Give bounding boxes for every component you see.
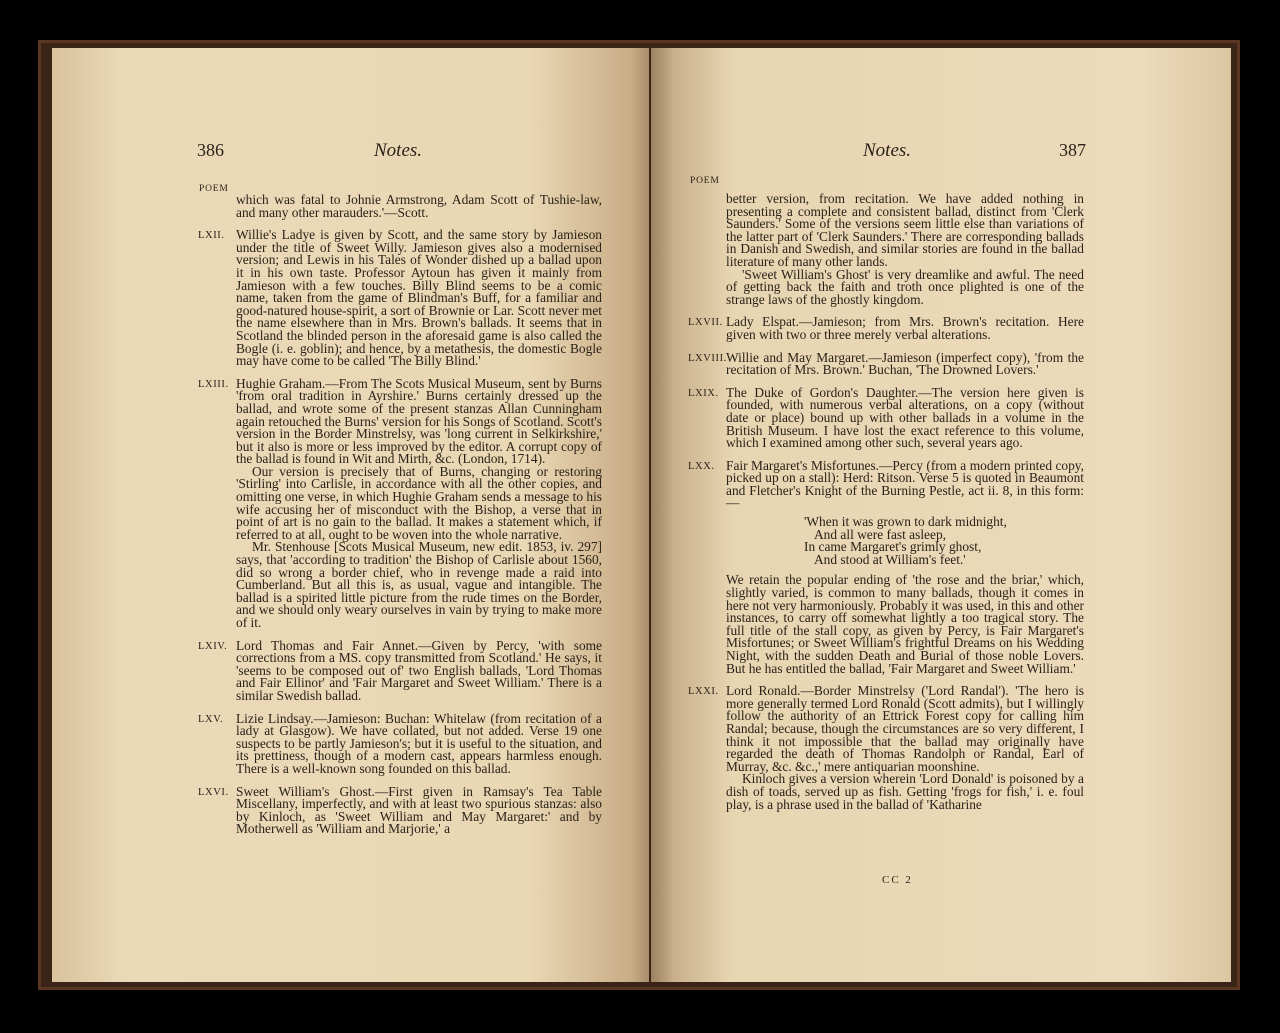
page-number: 387 xyxy=(1059,140,1086,160)
open-book xyxy=(38,40,1240,990)
note-entry xyxy=(198,375,602,630)
note-paragraph: 'Sweet William's Ghost' is very dreamlike and awful. The need of getting back the faith and troth once plighted is one of the strange laws of the ghostly kingdom. xyxy=(726,266,1084,307)
note-paragraph: Lady Elspat.—Jamieson; from Mrs. Brown's recitation. Here given with two or three merely verbal alterations. xyxy=(726,314,1084,342)
entry-number: LXIII. xyxy=(198,378,229,390)
note-paragraph: Kinloch gives a version wherein 'Lord Donald' is poisoned by a dish of toads, served up as fish. Getting 'frogs for fish,' i. e. foul play, is a phrase used in the ballad of 'Katharine xyxy=(726,771,1084,812)
note-paragraph: Lord Thomas and Fair Annet.—Given by Percy, 'with some corrections from a MS. copy transmitted from Scotland.' He says, it 'seems to be composed out of' two English ballads, 'Lord Thomas and Fair Ellinor' and 'Fair Margaret and Sweet William.' There is a similar Swedish ballad. xyxy=(236,637,602,703)
note-entry xyxy=(688,349,1084,378)
left-page xyxy=(52,48,649,982)
note-entry xyxy=(688,683,1084,812)
entry-number: LXIV. xyxy=(198,640,228,652)
note-paragraph: Lizie Lindsay.—Jamieson: Buchan: Whitelaw (from recitation of a lady at Glasgow). We have collated, but not added. Verse 19 one suspects to be partly Jamieson's; but it is useful to the situation, and its prettiness, though of a modern cast, appears harmless enough. There is a well-known song founded on this ballad. xyxy=(236,710,602,776)
page-number: 386 xyxy=(197,140,224,160)
left-text-column xyxy=(198,192,602,846)
signature-mark: CC 2 xyxy=(882,874,913,886)
note-paragraph: better version, from recitation. We have added nothing in presenting a complete and consistent ballad, distinct from 'Clerk Saunders.' Some of the versions seem little else than variations of the latter part of 'Clerk Saunders.' There are corresponding ballads in Danish and Swedish, and similar stories are found in the ballad literature of many other lands. xyxy=(726,191,1084,269)
note-paragraph: which was fatal to Johnie Armstrong, Adam Scott of Tushie-law, and many other marauders.'—Scott. xyxy=(236,192,602,220)
right-page xyxy=(651,48,1231,982)
note-paragraph: Lord Ronald.—Border Minstrelsy ('Lord Randal'). 'The hero is more generally termed Lord Ronald (Scott admits), but I willingly follow the authority of an Ettrick Forest copy for calling him Randal; because, though the circumstances are so very different, I think it not impossible that the ballad may originally have regarded the death of Thomas Randolph or Randal, Earl of Murray, &c. &c.,' mere antiquarian moonshine. xyxy=(726,683,1084,774)
note-entry xyxy=(198,637,602,703)
running-title: Notes. xyxy=(374,140,423,161)
note-paragraph: Willie's Ladye is given by Scott, and the same story by Jamieson under the title of Sweet Willy. Jamieson gives also a modernised version; and Lewis in his Tales of Wonder dished up a ballad upon it in his own taste. Professor Aytoun has given it mainly from Jamieson with a few touches. Billy Blind seems to be a comic name, taken from the game of Blindman's Buff, for a familiar and good-natured house-spirit, a sort of Brownie or Lar. Scott never met the name elsewhere than in Mrs. Brown's ballads. It seems that in Scotland the blinded person in the aforesaid game is also called the Bogle (i. e. goblin); and hence, by a metathesis, the domestic Bogle may have come to be called 'The Billy Blind.' xyxy=(236,227,602,369)
note-paragraph: Sweet William's Ghost.—First given in Ramsay's Tea Table Miscellany, imperfectly, and with at least two spurious stanzas: also by Kinloch, as 'Sweet William and May Margaret:' and by Motherwell as 'William and Marjorie,' a xyxy=(236,783,602,837)
note-paragraph: The Duke of Gordon's Daughter.—The version here given is founded, with numerous verbal alterations, on a copy (without date or place) bound up with other ballads in a volume in the British Museum. I have lost the exact reference to this volume, which I examined among other such, several years ago. xyxy=(726,384,1084,451)
running-title: Notes. xyxy=(863,140,912,161)
verse-line: And stood at William's feet.' xyxy=(814,551,966,567)
entry-number: LXVI. xyxy=(198,786,229,798)
verse-line: In came Margaret's grimly ghost, xyxy=(804,539,982,555)
note-entry xyxy=(688,314,1084,342)
note-paragraph: We retain the popular ending of 'the rose and the briar,' which, slightly varied, is common to many ballads, though it comes in here not very harmoniously. Probably it was used, in this and other instances, to carry off somewhat lightly a too tragical story. The full title of the stall copy, as given by Percy, is Fair Margaret's Misfortunes; or Sweet William's frightful Dreams on his Wedding Night, with the sudden Death and Burial of those noble Lovers. But he has entitled the ballad, 'Fair Margaret and Sweet William.' xyxy=(726,572,1085,676)
verse-line: 'When it was grown to dark midnight, xyxy=(804,514,1007,530)
quoted-verse xyxy=(804,516,1084,566)
poem-label: POEM xyxy=(690,176,720,186)
verse-line: And all were fast asleep, xyxy=(814,526,946,542)
note-entry xyxy=(198,783,602,837)
note-entry xyxy=(726,193,1084,306)
entry-number: LXVII. xyxy=(688,317,723,329)
note-entry xyxy=(688,457,1085,676)
entry-number: LXII. xyxy=(198,230,225,242)
note-entry xyxy=(688,384,1084,451)
note-paragraph: Willie and May Margaret.—Jamieson (imperfect copy), 'from the recitation of Mrs. Brown.' Buchan, 'The Drowned Lovers.' xyxy=(726,349,1084,378)
entry-number: LXV. xyxy=(198,713,224,725)
note-entry xyxy=(198,710,602,776)
note-paragraph: Our version is precisely that of Burns, changing or restoring 'Stirling' into Carlisle, in accordance with all the other copies, and omitting one verse, in which Hughie Graham sends a message to his wife accusing her of misconduct with the Bishop, a verse that in point of art is no gain to the ballad. It makes a statement which, if referred to at all, ought to be woven into the whole narrative. xyxy=(236,463,602,542)
entry-number: LXIX. xyxy=(688,387,719,399)
poem-label: POEM xyxy=(199,184,229,194)
note-paragraph: Mr. Stenhouse [Scots Musical Museum, new edit. 1853, iv. 297] says, that 'according to tradition' the Bishop of Carlisle about 1560, did so wrong a border chief, who in revenge made a raid into Cumberland. But all this is, as usual, vague and intangible. The ballad is a spirited little picture from the rude times on the Border, and we should only weary ourselves in vain by trying to make more of it. xyxy=(236,539,602,630)
note-paragraph: Fair Margaret's Misfortunes.—Percy (from a modern printed copy, picked up on a stall): Herd: Ritson. Verse 5 is quoted in Beaumont and Fletcher's Knight of the Burning Pestle, act ii. 8, in this form:— xyxy=(726,457,1084,511)
entry-number: LXXI. xyxy=(688,686,719,698)
note-entry xyxy=(198,227,602,369)
note-entry xyxy=(236,194,602,219)
entry-number: LXVIII. xyxy=(688,352,727,364)
note-paragraph: Hughie Graham.—From The Scots Musical Museum, sent by Burns 'from oral tradition in Ayrshire.' Burns certainly dressed up the ballad, and wrote some of the present stanzas Allan Cunningham again retouched the Burns' version for his Songs of Scotland. Scott's version in the Border Minstrelsy, was 'long current in Selkirkshire,' but it also is more or less improved by the editor. A corrupt copy of the ballad is found in Wit and Mirth, &c. (London, 1714). xyxy=(236,375,602,467)
entry-number: LXX. xyxy=(688,460,715,472)
right-text-column xyxy=(688,191,1085,821)
